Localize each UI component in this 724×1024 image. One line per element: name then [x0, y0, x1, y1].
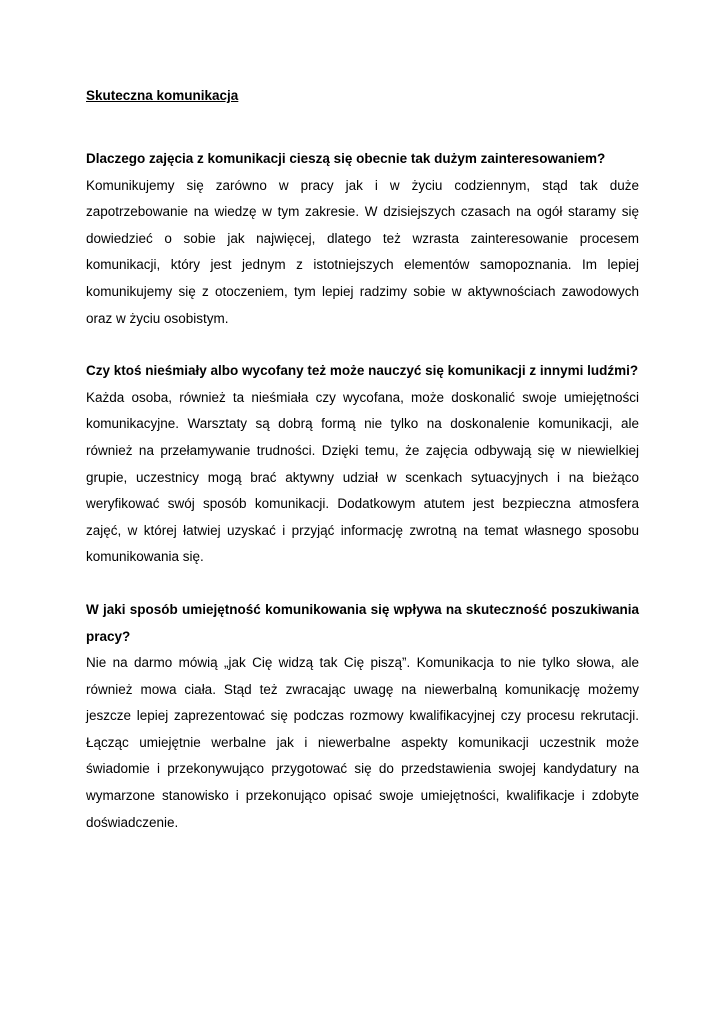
faq-section [86, 358, 639, 571]
faq-section [86, 146, 639, 332]
document-body [86, 86, 639, 836]
faq-section [86, 597, 639, 836]
section-question: Dlaczego zajęcia z komunikacji cieszą się obecnie tak dużym zainteresowaniem? [86, 151, 606, 166]
section-question: W jaki sposób umiejętność komunikowania się wpływa na skuteczność poszukiwania pracy? [86, 601, 639, 644]
document-title: Skuteczna komunikacja [86, 88, 239, 103]
section-answer: Komunikujemy się zarówno w pracy jak i w życiu codziennym, stąd tak duże zapotrzebowanie na wiedzę w tym zakresie. W dzisiejszych czasach na ogół staramy się dowiedzieć o sobie jak najwięcej, dlatego też wzrasta zainteresowanie procesem komunikacji, który jest jednym z istotniejszych elementów samopoznania. Im lepiej komunikujemy się z otoczeniem, tym lepiej radzimy sobie w aktywnościach zawodowych oraz w życiu osobistym. [86, 177, 639, 326]
section-question: Czy ktoś nieśmiały albo wycofany też może nauczyć się komunikacji z innymi ludźmi? [86, 363, 639, 379]
section-answer: Nie na darmo mówią „jak Cię widzą tak Cię piszą”. Komunikacja to nie tylko słowa, ale również mowa ciała. Stąd też zwracając uwagę na niewerbalną komunikację możemy jeszcze lepiej zaprezentować się podczas rozmowy kwalifikacyjnej czy procesu rekrutacji. Łącząc umiejętnie werbalne jak i niewerbalne aspekty komunikacji uczestnik może świadomie i przekonywująco przygotować się do przedstawienia swojej kandydatury na wymarzone stanowisko i przekonująco opisać swoje umiejętności, kwalifikacje i zdobyte doświadczenie. [86, 655, 639, 830]
section-answer: Każda osoba, również ta nieśmiała czy wycofana, może doskonalić swoje umiejętności komunikacyjne. Warsztaty są dobrą formą nie tylko na doskonalenie komunikacji, ale również na przełamywanie trudności. Dzięki temu, że zajęcia odbywają się w niewielkiej grupie, uczestnicy mogą brać aktywny udział w scenkach sytuacyjnych i na bieżąco weryfikować swój sposób komunikacji. Dodatkowym atutem jest bezpieczna atmosfera zajęć, w której łatwiej uzyskać i przyjąć informację zwrotną na temat własnego sposobu komunikowania się. [86, 389, 639, 565]
